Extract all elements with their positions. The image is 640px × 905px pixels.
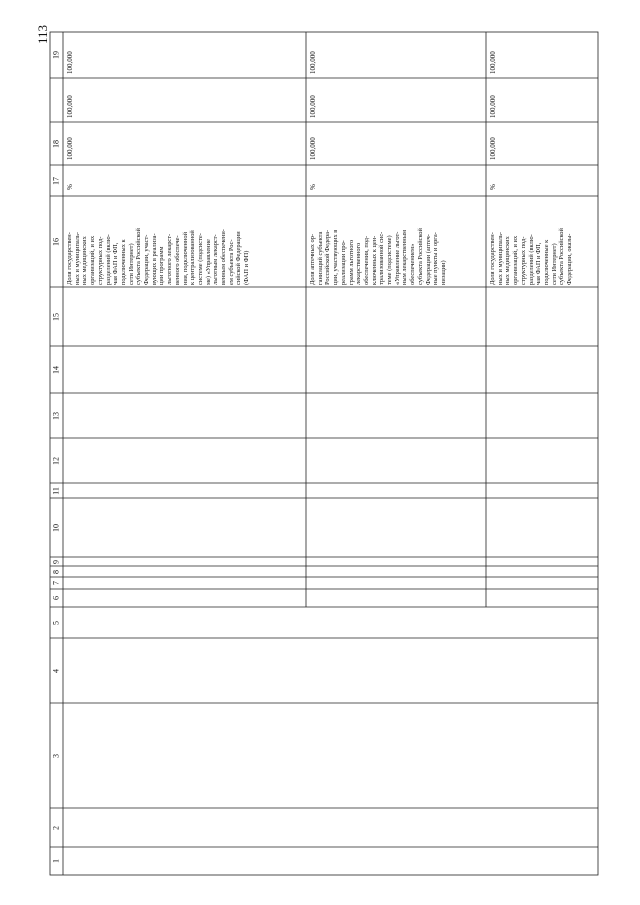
value-col17: 100,000 [309,137,317,160]
value-col18: 100,000 [309,95,317,118]
column-number-12: 12 [51,456,61,465]
column-number-15: 15 [51,312,61,321]
column-number-13: 13 [51,411,61,420]
column-number-9: 9 [51,559,61,564]
column-number-8: 8 [51,569,61,574]
unit-cell: % [309,184,317,190]
column-number-4: 4 [51,668,61,673]
value-col19: 100,000 [66,51,74,74]
column-number-3: 3 [51,753,61,758]
column-number-14: 14 [51,365,61,374]
column-number-19: 19 [51,51,61,59]
column-number-10: 10 [51,523,61,532]
unit-cell: % [489,184,497,190]
column-number-1: 1 [51,859,61,863]
column-number-11: 11 [51,486,61,495]
column-number-18: 18 [51,139,61,148]
column-number-5: 5 [51,620,61,625]
value-col19: 100,000 [309,51,317,74]
value-col17: 100,000 [489,137,497,160]
value-col18: 100,000 [66,95,74,118]
column-number-17: 17 [51,176,61,185]
value-col18: 100,000 [489,95,497,118]
unit-cell: % [66,184,74,190]
column-number-16: 16 [51,237,61,246]
column-number-2: 2 [51,825,61,830]
page-number: 113 [35,24,50,44]
indicator-cell: Доля государствен- ных и муниципаль- ных медицинских организаций, и их структурных под- разделений (вклю- чая ФАП и ФП, подключенные к сети Интернет) субъекта Российской Федерации, оказы- [489,228,574,285]
column-number-7: 7 [51,581,61,585]
table-frame [50,32,598,875]
indicator-cell: Доля аптечных ор- ганизаций субъекта Российской Федера- ции, участвующих в реализации про- грамм льготного лекарственного обеспечения, под- ключенных к цен- трализованной сис- теме (подсистеме) «Управление льгот- ным лекарственным обеспечением» субъекта Российской Федерации (аптеч- ные пункты и орга- низации) [309,228,447,285]
column-number-6: 6 [51,596,61,600]
value-col17: 100,000 [66,137,74,160]
indicator-cell: Доля государствен- ных и муниципаль- ных медицинских организаций, и их структурных под- разделений (вклю- чая ФАП и ФП, подключенных к сети Интернет) субъекта Российской Федерации, участ- вующих в реализа- ции программ льготного лекарст- венного обеспече- ния, подключенной к централизованной системе (подсисте- ме) «Управление льготным лекарст- венным обеспечени- ем субъекта Рос- сийской Федерации (ФАП и ФП) [66,228,251,285]
value-col19: 100,000 [489,51,497,74]
